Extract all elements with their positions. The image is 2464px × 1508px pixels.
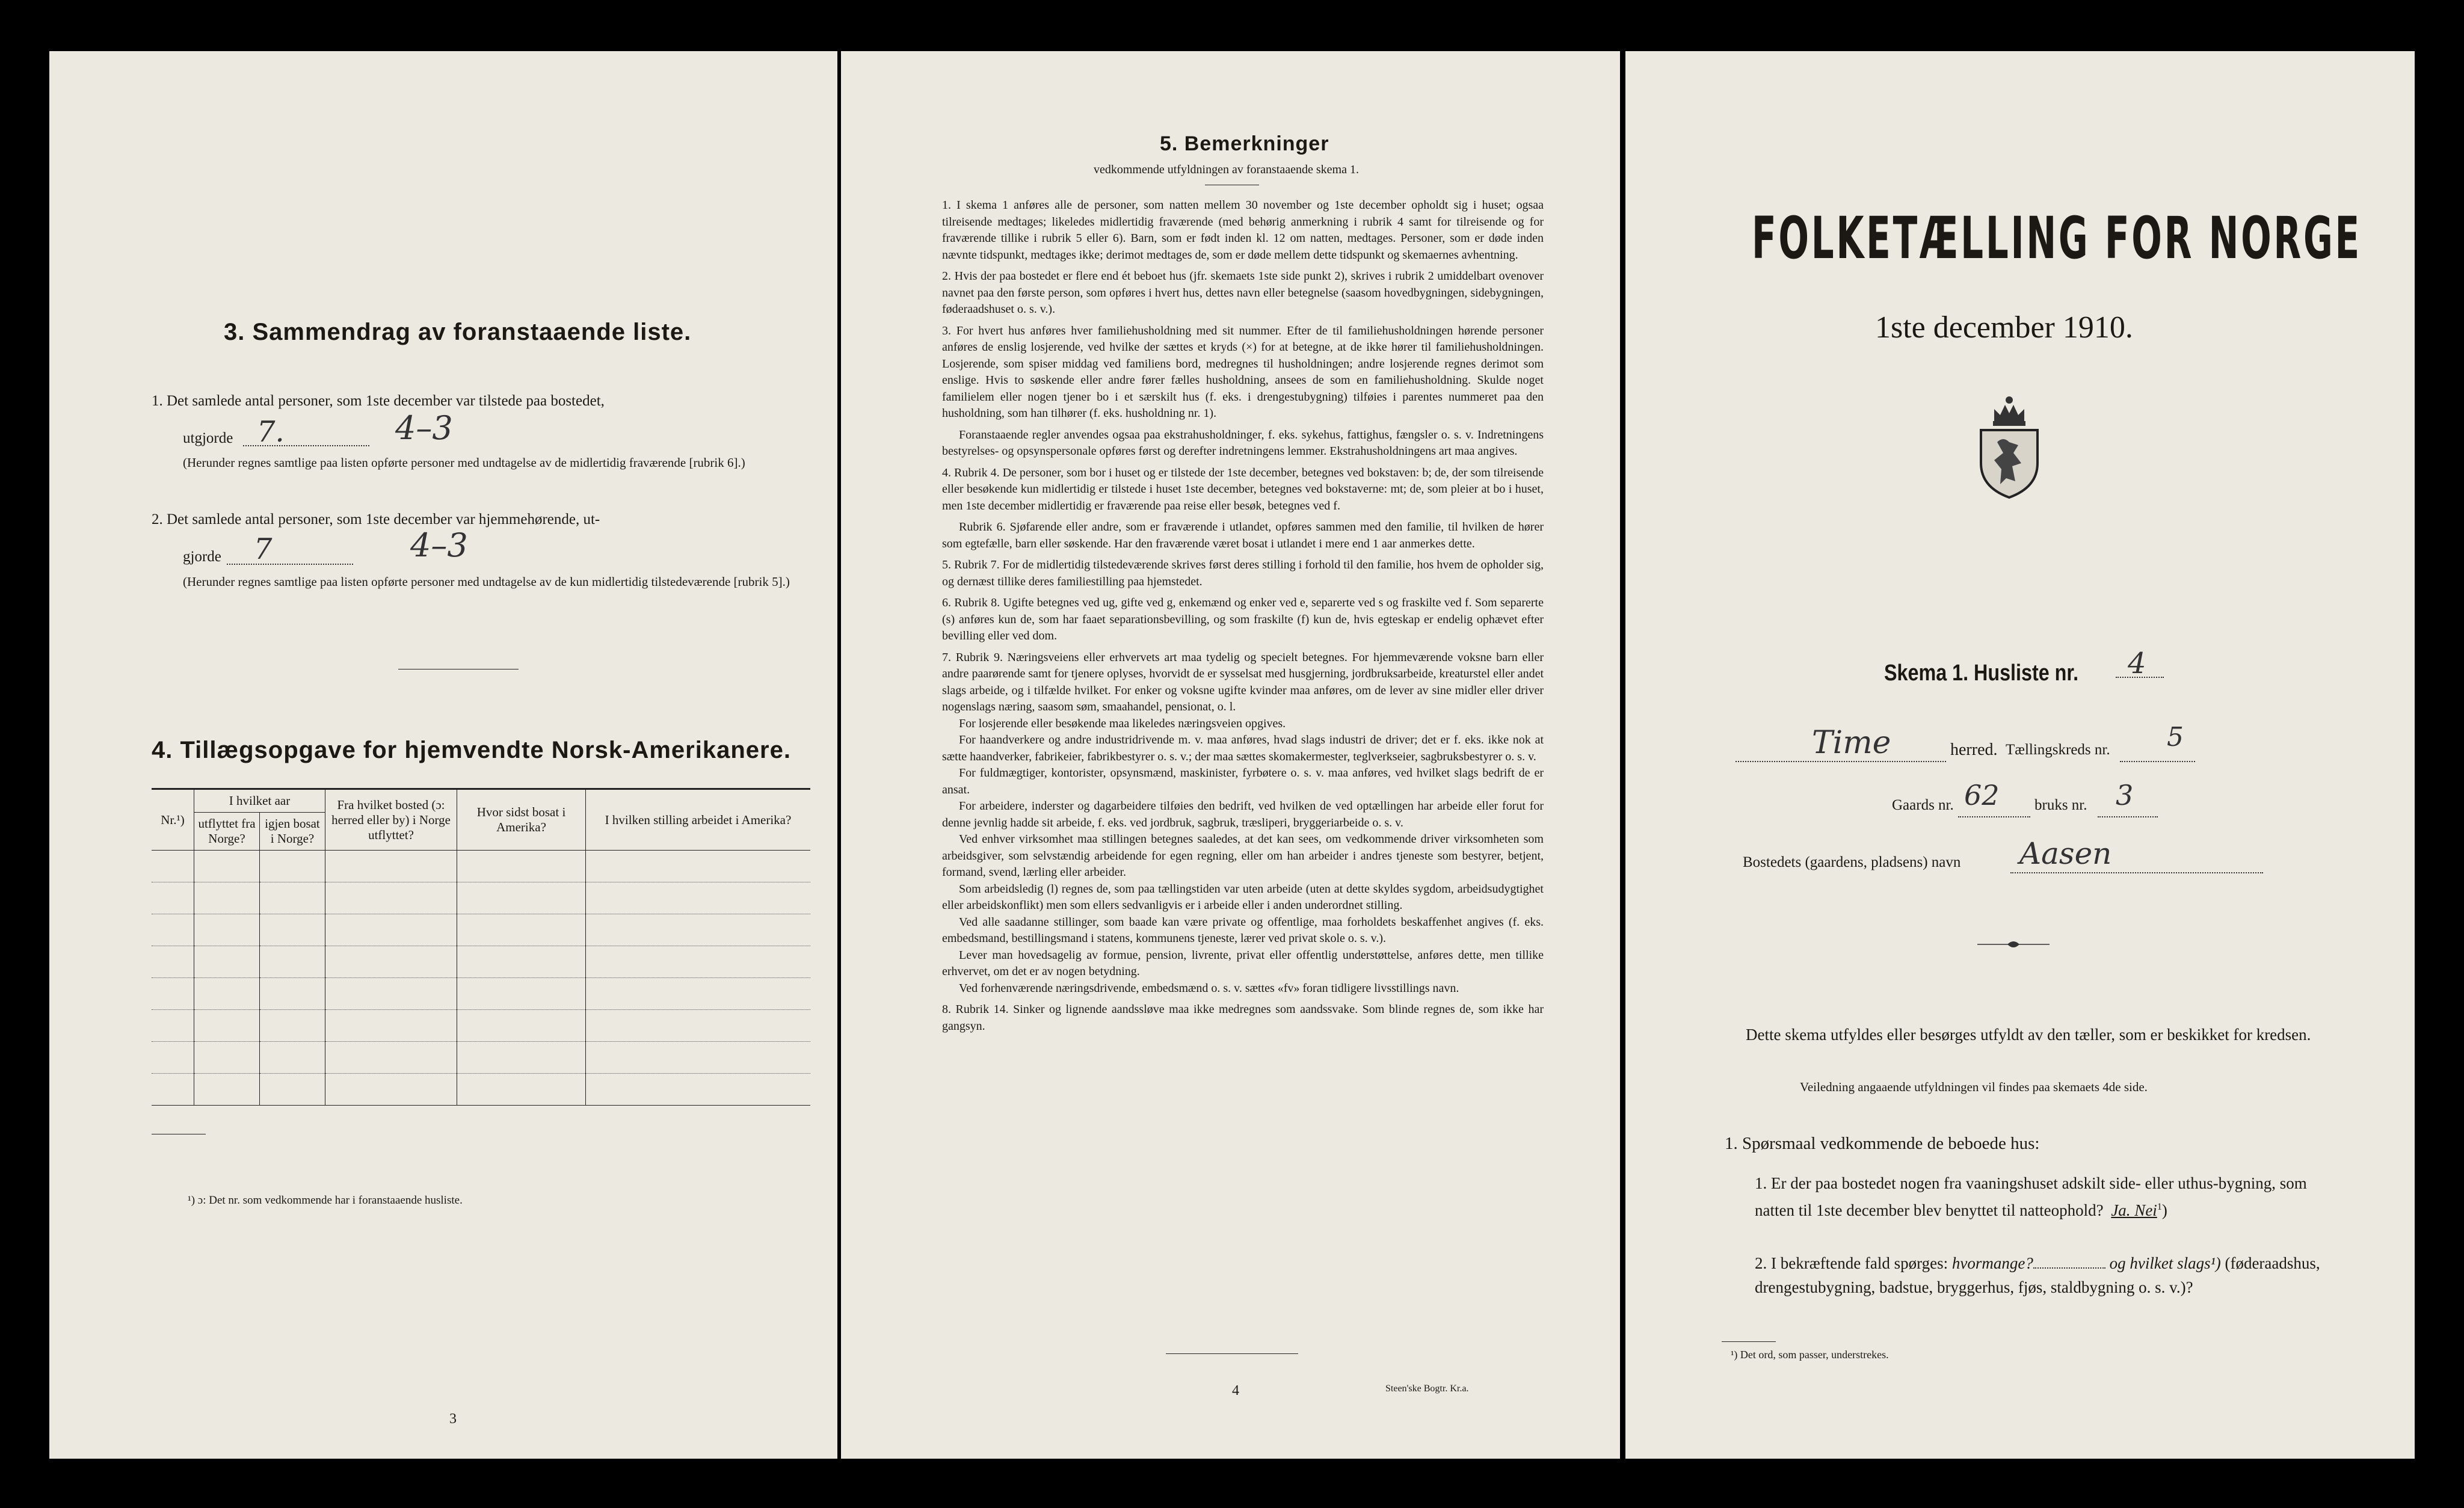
item-2-dotted-line (227, 564, 353, 565)
item-1-text: 1. Det samlede antal personer, som 1ste december var tilstede paa bostedet, (152, 393, 605, 409)
question-1: 1. Er der paa bostedet nogen fra vaaningshuset adskilt side- eller uthus-bygning, som natten til 1ste december blev benyttet til natteophold? Ja. Nei$^1$) (1755, 1174, 2307, 1219)
col-stilling: I hvilken stilling arbeidet i Amerika? (586, 790, 811, 851)
page-1-cover (1625, 51, 2415, 1459)
herred-label: herred. (1950, 740, 1998, 759)
remark-paragraph: 3. For hvert hus anføres hver familiehusholdning med sit nummer. Efter de til familiehusholdningen hørende personer anføres de enslig losjerende, ved hvilke der sættes et kryds (×) for at betegne, at de ikke hører til familiehusholdningen. Losjerende, som spiser middag ved familiens bord, medregnes til husholdningen; andre losjerende regnes derimot som enslige. Hvis to søskende eller andre fører fælles husholdning, ansees de som en familiehusholdning. Skulde noget familielem eller nogen tjener bo i et særskilt hus (f. eks. i drengestubygning) tilføies i parentes nummeret paa den husholdning, som han tilhører (f. eks. husholdning nr. 1). (942, 324, 1544, 420)
table-row (152, 851, 810, 882)
herred-value: Time (1812, 725, 1891, 761)
instruction-1: Dette skema utfyldes eller besørges utfyldt av den tæller, som er beskikket for kredsen. (1746, 1026, 2311, 1044)
remark-paragraph: For haandverkere og andre industridrivende m. v. maa anføres, hvad slags industri de driver; det er f. eks. ikke nok at sætte haandverker, fabrikeier, fabrikbestyrer o. s. v.; der maa sættes skomakermester, teglverkseier, sagbruksbestyrer o. s. v. (942, 733, 1544, 763)
instruction-2: Veiledning angaaende utfyldningen vil findes paa skemaets 4de side. (1800, 1080, 2148, 1094)
gaards-label: Gaards nr. (1892, 797, 1954, 813)
question-2-text: 2. I bekræftende fald spørges: (1755, 1254, 1948, 1272)
remark-paragraph: 6. Rubrik 8. Ugifte betegnes ved ug, gifte ved g, enkemænd og enker ved e, separerte ved s og fraskilte ved f. Som separerte (s) anføres kun de, som har faaet separationsbevilling, og som fraskilte (f) kun de, hvis egteskap er endelig ophævet efter bevilling eller ved dom. (942, 596, 1544, 642)
remark-paragraph: Lever man hovedsagelig av formue, pension, livrente, privat eller offentlig understøttelse, anføres dette, men tillike erhvervet, om det er av nogen betydning. (942, 948, 1544, 978)
remark-paragraph: 7. Rubrik 9. Næringsveiens eller erhvervets art maa tydelig og specielt betegnes. For hjemmeværende voksne barn eller andre paarørende samt for tjenere oplyses, hvorvidt de er sysselsat med husgjerning, jordbruksarbeide, kreaturstel eller andet slags arbeide, og i tilfælde hvilket. For enker og voksne ugifte kvinder maa anføres, om de lever av sine midler eller driver nogenslags næring, saasom søm, smaahandel, pensionat, o. l. (942, 650, 1544, 713)
item-1-handwritten: 7. (257, 415, 285, 449)
col-igjen: igjen bosat i Norge? (260, 813, 325, 851)
herred-line (1736, 761, 1946, 762)
item-2-text: 2. Det samlede antal personer, som 1ste december var hjemmehørende, ut- (152, 511, 600, 528)
remark-paragraph: 5. Rubrik 7. For de midlertidig tilstedeværende skrives først deres stilling i forhold til den familie, hos hvem de opholder sig, og dernæst tillike deres familiestilling paa hjemstedet. (942, 558, 1544, 588)
col-aar: I hvilket aar (194, 790, 325, 813)
gaards-line (1958, 816, 2030, 817)
item-2-gjorde-label: gjorde (183, 549, 221, 565)
remarks-title: 5. Bemerkninger (1160, 132, 1329, 155)
husliste-nr-value: 4 (2128, 647, 2146, 680)
bruks-line (2098, 816, 2158, 817)
question-2-hvormange: hvormange? (1951, 1254, 2033, 1272)
table-row (152, 978, 810, 1010)
page-number: 3 (449, 1411, 457, 1427)
remark-paragraph: Ved enhver virksomhet maa stillingen betegnes saaledes, at det kan sees, om vedkommende driver virksomheten som arbeidsgiver, som selvstændig arbeidende for egen regning, eller om han arbeider i andres tjeneste som bestyrer, betjent, formand, svend, lærling eller arbeider. (942, 832, 1544, 879)
remark-paragraph: For fuldmægtiger, kontorister, opsynsmænd, maskinister, fyrbøtere o. s. v. maa anføres, ved hvilket slags bedrift de er ansat. (942, 766, 1544, 796)
table-row (152, 882, 810, 914)
item-2-note: (Herunder regnes samtlige paa listen opførte personer med undtagelse av de kun midlertidig tilstedeværende [rubrik 5].) (183, 574, 790, 589)
remark-paragraph: 2. Hvis der paa bostedet er flere end ét beboet hus (jfr. skemaets 1ste side punkt 2), skrives i rubrik 2 umiddelbart ovenover navnet paa den første person, som opføres i hvert hus, dettes navn eller betegnelse (saasom hovedbygningen, sidebygningen, føderaadshuset o. s. v.). (942, 269, 1544, 316)
questions-heading: 1. Spørsmaal vedkommende de beboede hus: (1725, 1134, 2040, 1153)
remark-paragraph: 1. I skema 1 anføres alle de personer, som natten mellem 30 november og 1ste december opholdt sig i huset; ogsaa tilreisende medtages; likeledes midlertidig fraværende (med behørig anmerkning i rubrik 4 samt for tilreisende og for fraværende tillike i rubrik 5 eller 6). Barn, som er født inden kl. 12 om natten, medtages. Personer, som er døde inden nævnte tidspunkt, medtages ikke; derimot medtages de, som er døde mellem dette tidspunkt og skemaernes avhentning. (942, 199, 1544, 262)
remark-paragraph: Som arbeidsledig (l) regnes de, som paa tællingstiden var uten arbeide (uten at dette skyldes sygdom, arbeidsudygtighet eller arbeidskonflikt) men som ellers sedvanligvis er i arbeide eller i anden underordnet stilling. (942, 882, 1544, 912)
table-row (152, 1042, 810, 1074)
divider (1166, 1353, 1298, 1354)
main-title: FOLKETÆLLING FOR NORGE (1752, 205, 2362, 272)
col-bosted: Fra hvilket bosted (ɔ: herred eller by) i Norge utflyttet? (325, 790, 457, 851)
ornament-divider-icon (1977, 938, 2050, 950)
bosted-value: Aasen (2019, 836, 2112, 871)
census-date: 1ste december 1910. (1875, 310, 2133, 345)
norsk-amerikanere-table (152, 790, 810, 1106)
page-4-middle (841, 51, 1620, 1459)
remark-paragraph: Ved forhenværende næringsdrivende, embedsmænd o. s. v. sættes «fv» foran tidligere livsstillings navn. (959, 981, 1459, 995)
question-1-text: 1. Er der paa bostedet nogen fra vaaningshuset adskilt side- eller uthus-bygning, som natten til 1ste december blev benyttet til natteophold? (1755, 1174, 2307, 1219)
remark-paragraph: Foranstaaende regler anvendes ogsaa paa ekstrahusholdninger, f. eks. sykehus, fattighus, fængsler o. s. v. Indretningens bestyrelses- og opsynspersonale opføres først og derefter indretningens lemmer. Ekstrahusholdningens art maa angives. (942, 428, 1544, 458)
table-row (152, 914, 810, 946)
col-nr: Nr.¹) (152, 790, 194, 851)
cover-footnote: ¹) Det ord, som passer, understrekes. (1731, 1349, 1889, 1361)
section-3-title: 3. Sammendrag av foranstaaende liste. (224, 319, 692, 345)
item-1-handwritten-2: 4–3 (395, 409, 453, 447)
table-row (152, 1074, 810, 1106)
remark-paragraph: Rubrik 6. Sjøfarende eller andre, som er fraværende i utlandet, opføres sammen med den familie, til hvilken de hører som egtefælle, barn eller søskende. Har den fraværende været bosat i utlandet i mere end 1 aar anmerkes dette. (942, 520, 1544, 550)
table-row (152, 1010, 810, 1042)
question-2-list: (føderaadshus, drengestubygning, badstue, bryggerhus, fjøs, staldbygning o. s. v.)? (1755, 1254, 2320, 1296)
question-2-slags: og hvilket slags¹) (2109, 1254, 2221, 1272)
table-footnote: ¹) ɔ: Det nr. som vedkommende har i foranstaaende husliste. (188, 1194, 463, 1207)
remark-paragraph: Ved alle saadanne stillinger, som baade kan være private og offentlige, maa forholdets beskaffenhet angives (f. eks. embedsmand, bestillingsmand i statens, kommunens tjeneste, lærer ved privat skole o. s. v.). (942, 915, 1544, 945)
footnote-rule (1722, 1341, 1776, 1342)
col-amerika: Hvor sidst bosat i Amerika? (457, 790, 586, 851)
page-3-left (49, 51, 837, 1459)
bruks-label: bruks nr. (2034, 797, 2087, 813)
remarks-body (942, 197, 1544, 1039)
item-1-utgjorde-label: utgjorde (183, 430, 233, 446)
remark-paragraph: For losjerende eller besøkende maa likeledes næringsveien opgives. (959, 716, 1286, 730)
question-1-answer: Ja. Nei (2111, 1201, 2157, 1219)
bruks-value: 3 (2116, 779, 2134, 811)
item-2-handwritten: 7 (254, 532, 273, 566)
col-utflyttet: utflyttet fra Norge? (194, 813, 260, 851)
remark-paragraph: 4. Rubrik 4. De personer, som bor i huset og er tilstede der 1ste december, betegnes ved bokstaven: b; de, der som tilreisende eller besøkende kun midlertidig er tilstede i huset 1ste december, betegnes ved bokstaverne: mt; de, som pleier at bo i huset, men 1ste december midlertidig er fraværende paa reise eller besøk, betegnes ved f. (942, 466, 1544, 512)
printer-mark: Steen'ske Bogtr. Kr.a. (1385, 1383, 1469, 1394)
section-4-title: 4. Tillægsopgave for hjemvendte Norsk-Amerikanere. (152, 737, 791, 763)
bosted-line (2010, 872, 2263, 873)
skema-label: Skema 1. Husliste nr. (1884, 660, 2079, 686)
remark-paragraph: 8. Rubrik 14. Sinker og lignende aandssløve maa ikke medregnes som aandssvake. Som blinde regnes de, som ikke har gangsyn. (942, 1003, 1544, 1033)
gaards-value: 62 (1964, 779, 2000, 811)
tellingskreds-label: Tællingskreds nr. (2006, 742, 2110, 758)
remarks-subtitle: vedkommende utfyldningen av foranstaaende skema 1. (1094, 163, 1359, 176)
remark-paragraph: For arbeidere, inderster og dagarbeidere tilføies den bedrift, ved hvilken de ved optællingen har arbeide eller forut for denne jevnlig hadde sit arbeide, f. eks. ved jordbruk, sagbruk, træsliperi, bryggeriarbeide o. s. v. (942, 799, 1544, 829)
item-1-note: (Herunder regnes samtlige paa listen opførte personer med undtagelse av de midlertidig fraværende [rubrik 6].) (183, 455, 745, 470)
item-2-handwritten-2: 4–3 (410, 526, 468, 564)
tellingskreds-value: 5 (2167, 722, 2184, 752)
bosted-label: Bostedets (gaardens, pladsens) navn (1743, 854, 1961, 870)
coat-of-arms-icon (1976, 388, 2042, 499)
question-2 (1755, 1251, 2323, 1299)
table-row (152, 946, 810, 978)
page-number: 4 (1232, 1383, 1239, 1399)
tellingskreds-line (2120, 761, 2195, 762)
